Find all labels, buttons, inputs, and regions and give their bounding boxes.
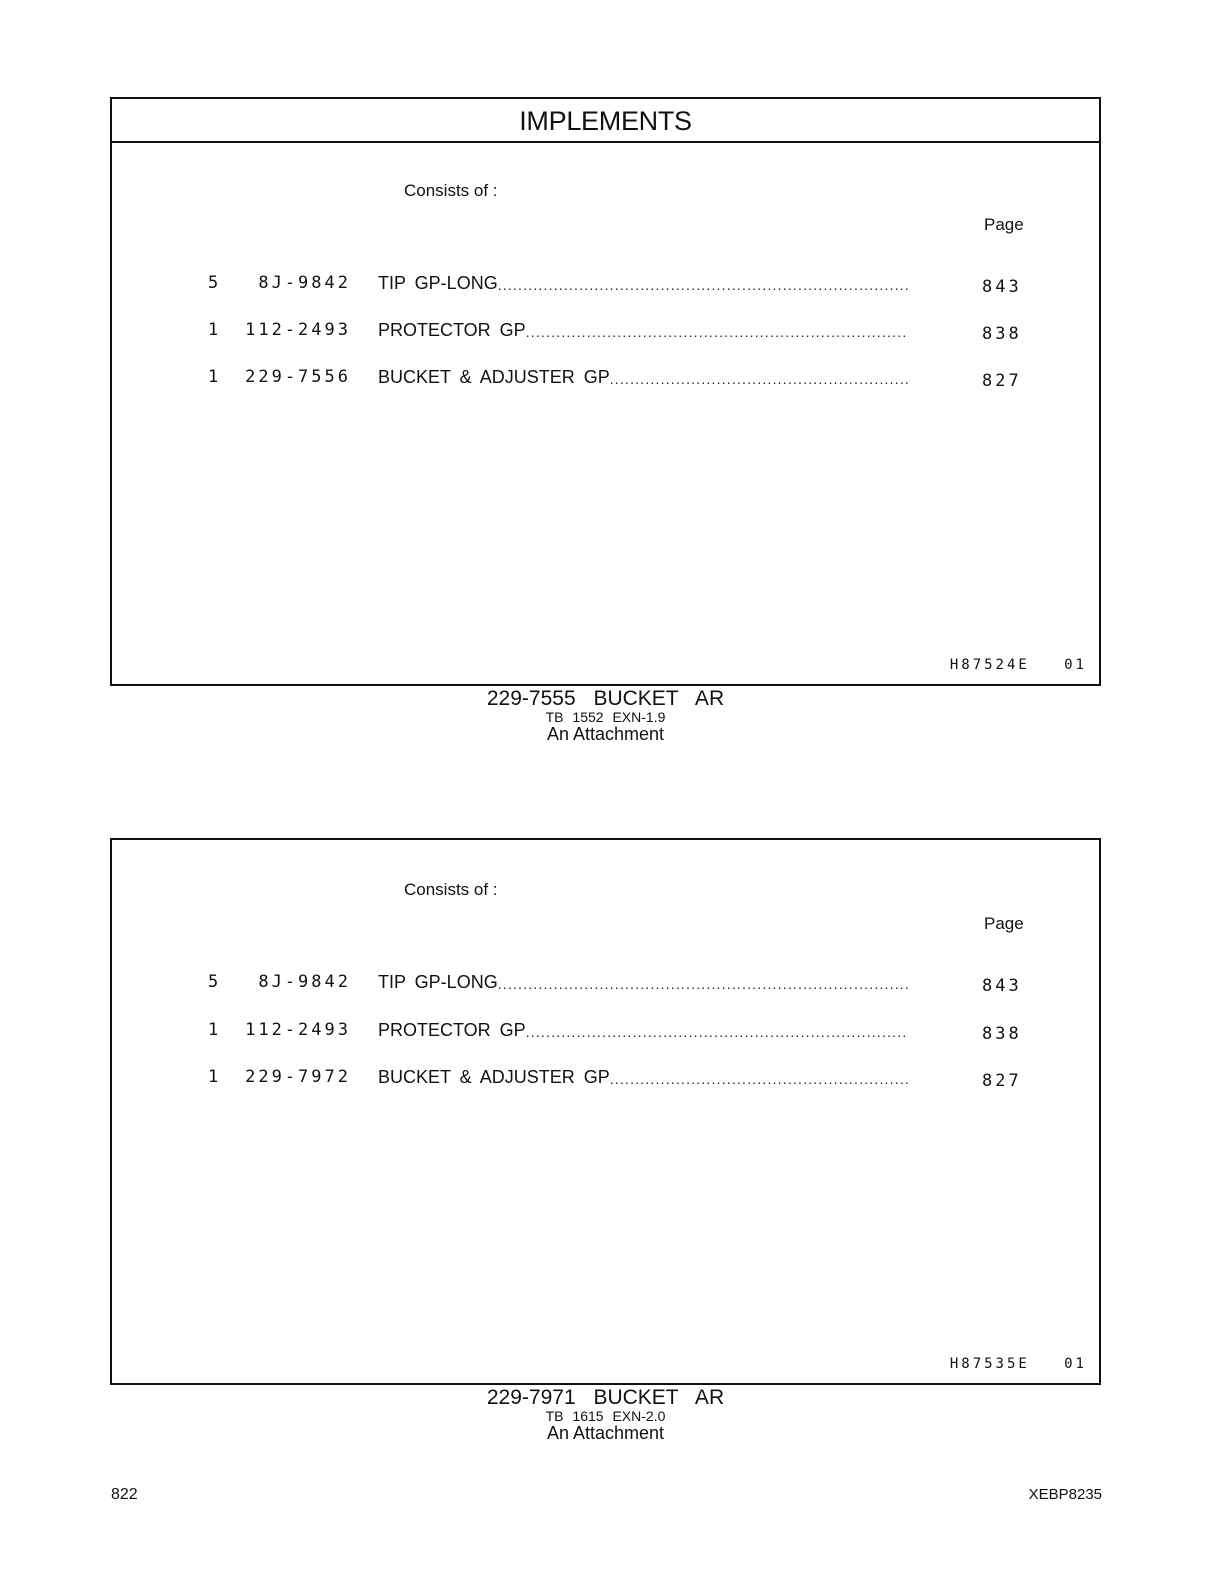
part-number: 8J-9842 [258,972,351,992]
quantity: 1 [208,367,219,387]
page-reference: 827 [982,371,1022,391]
quantity: 5 [208,972,219,992]
illustration-code: H87535E 01 [949,1356,1087,1372]
caption-title: 229-7555 BUCKET AR [486,687,725,710]
group-caption-1 [110,688,1101,744]
page-number: 822 [111,1486,138,1503]
quantity: 1 [208,320,219,340]
caption-title: 229-7971 BUCKET AR [486,1386,725,1409]
group-caption-2 [110,1387,1101,1443]
quantity: 5 [208,273,219,293]
part-row [112,1067,1099,1093]
page-column-header: Page [984,914,1024,933]
parts-panel-1 [110,97,1101,686]
caption-note: An Attachment [546,1423,665,1443]
page-reference: 843 [982,277,1022,297]
page-reference: 827 [982,1071,1022,1091]
caption-subtitle: TB 1615 EXN-2.0 [545,1408,666,1424]
caption-note: An Attachment [546,724,665,744]
part-number: 229-7972 [245,1067,351,1087]
part-description: BUCKET & ADJUSTER GP ..... [378,367,908,388]
caption-subtitle: TB 1552 EXN-1.9 [545,709,666,725]
part-description: TIP GP-LONG ..... [378,972,908,993]
part-number: 8J-9842 [258,273,351,293]
part-number: 112-2493 [245,1020,351,1040]
part-row [112,367,1099,393]
part-number: 229-7556 [245,367,351,387]
part-row [112,320,1099,346]
section-title: IMPLEMENTS [112,99,1099,143]
quantity: 1 [208,1067,219,1087]
page-reference: 838 [982,324,1022,344]
document-id: XEBP8235 [1028,1486,1102,1503]
part-description: PROTECTOR GP ..... [378,320,908,341]
part-row [112,972,1099,998]
page-column-header: Page [984,215,1024,234]
parts-panel-2 [110,838,1101,1385]
quantity: 1 [208,1020,219,1040]
consists-of-label: Consists of : [404,880,498,899]
part-row [112,1020,1099,1046]
page-reference: 843 [982,976,1022,996]
part-description: PROTECTOR GP ..... [378,1020,908,1041]
consists-of-label: Consists of : [404,181,498,200]
illustration-code: H87524E 01 [949,657,1087,673]
page-reference: 838 [982,1024,1022,1044]
part-row [112,273,1099,299]
part-description: BUCKET & ADJUSTER GP ..... [378,1067,908,1088]
part-description: TIP GP-LONG ..... [378,273,908,294]
part-number: 112-2493 [245,320,351,340]
